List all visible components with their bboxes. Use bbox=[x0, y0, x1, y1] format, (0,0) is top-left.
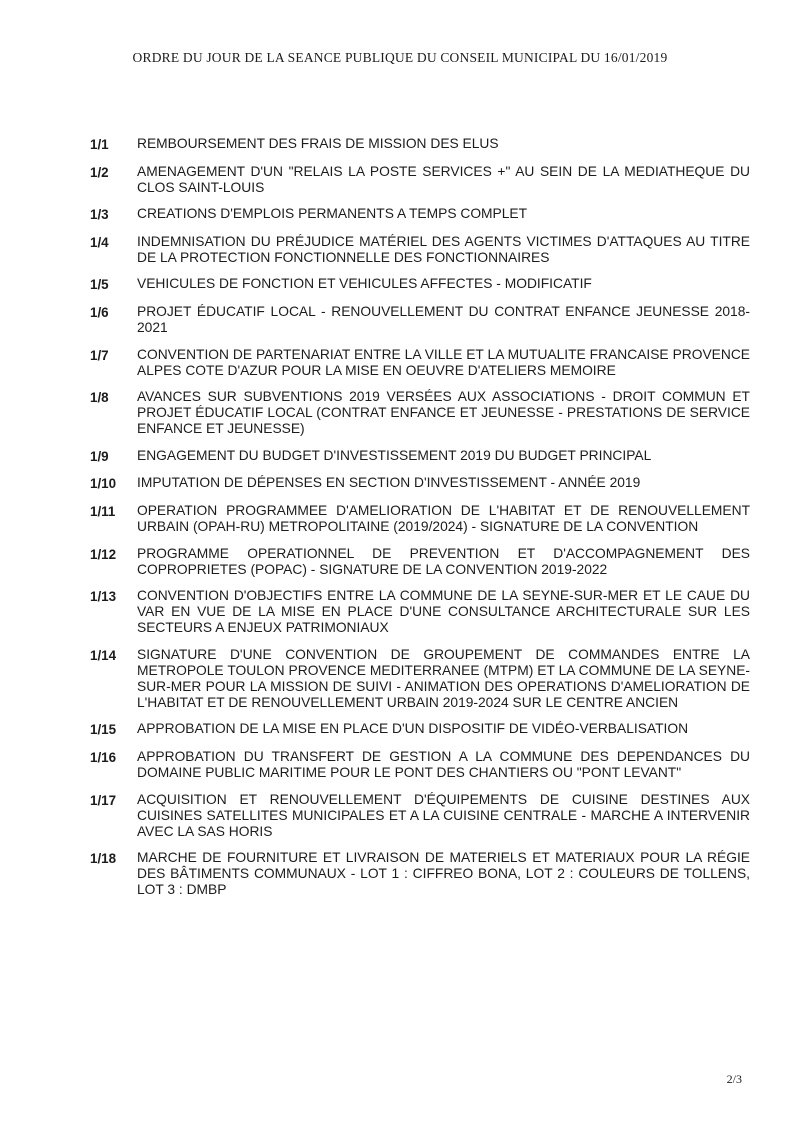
item-number: 1/1 bbox=[90, 137, 109, 152]
agenda-item bbox=[90, 475, 750, 492]
agenda-list bbox=[90, 136, 750, 909]
item-number: 1/14 bbox=[90, 647, 117, 663]
item-text: MARCHE DE FOURNITURE ET LIVRAISON DE MATERIELS ET MATERIAUX POUR LA RÉGIE DES BÂTIMENTS COMMUNAUX - LOT 1 : CIFFREO BONA, LOT 2 : COULEURS DE TOLLENS, LOT 3 : DMBP bbox=[137, 850, 750, 898]
agenda-item bbox=[90, 389, 750, 437]
agenda-item bbox=[90, 276, 750, 293]
item-number: 1/16 bbox=[90, 749, 117, 765]
agenda-item bbox=[90, 850, 750, 898]
item-number: 1/11 bbox=[90, 503, 116, 519]
item-text: INDEMNISATION DU PRÉJUDICE MATÉRIEL DES AGENTS VICTIMES D'ATTAQUES AU TITRE DE LA PROTECTION FONCTIONNELLE DES FONCTIONNAIRES bbox=[137, 233, 750, 265]
item-text: VEHICULES DE FONCTION ET VEHICULES AFFECTES - MODIFICATIF bbox=[137, 276, 592, 292]
agenda-item bbox=[90, 347, 750, 379]
item-number: 1/2 bbox=[90, 164, 109, 180]
item-text: AVANCES SUR SUBVENTIONS 2019 VERSÉES AUX ASSOCIATIONS - DROIT COMMUN ET PROJET ÉDUCATIF LOCAL (CONTRAT ENFANCE ET JEUNESSE - PRESTATIONS DE SERVICE ENFANCE ET JEUNESSE) bbox=[137, 389, 750, 437]
agenda-item bbox=[90, 792, 750, 840]
page-number: 2/3 bbox=[726, 1072, 742, 1086]
item-number: 1/18 bbox=[90, 851, 117, 867]
item-number: 1/12 bbox=[90, 546, 117, 562]
agenda-item bbox=[90, 304, 750, 336]
item-number: 1/10 bbox=[90, 476, 117, 492]
item-number: 1/8 bbox=[90, 390, 109, 406]
agenda-item bbox=[90, 136, 750, 153]
agenda-item bbox=[90, 503, 750, 535]
agenda-item bbox=[90, 647, 750, 711]
agenda-item bbox=[90, 588, 750, 636]
item-text: PROGRAMME OPERATIONNEL DE PREVENTION ET D'ACCOMPAGNEMENT DES COPROPRIETES (POPAC) - SIGNATURE DE LA CONVENTION 2019-2022 bbox=[137, 545, 750, 577]
item-number: 1/13 bbox=[90, 589, 117, 605]
agenda-item bbox=[90, 448, 750, 465]
item-number: 1/7 bbox=[90, 347, 109, 363]
agenda-item bbox=[90, 206, 750, 223]
item-number: 1/9 bbox=[90, 448, 109, 464]
item-text: SIGNATURE D'UNE CONVENTION DE GROUPEMENT DE COMMANDES ENTRE LA METROPOLE TOULON PROVENCE MEDITERRANEE (MTPM) ET LA COMMUNE DE LA SEYNE-SUR-MER POUR LA MISSION DE SUIVI - ANIMATION DES OPERATIONS D'AMELIORATION DE L'HABITAT ET DE RENOUVELLEMENT URBAIN 2019-2024 SUR LE CENTRE ANCIEN bbox=[137, 646, 750, 710]
agenda-item bbox=[90, 749, 750, 781]
item-number: 1/5 bbox=[90, 277, 109, 293]
item-text: APPROBATION DE LA MISE EN PLACE D'UN DISPOSITIF DE VIDÉO-VERBALISATION bbox=[137, 721, 689, 737]
agenda-item bbox=[90, 721, 750, 738]
item-text: CONVENTION DE PARTENARIAT ENTRE LA VILLE ET LA MUTUALITE FRANCAISE PROVENCE ALPES COTE D'AZUR POUR LA MISE EN OEUVRE D'ATELIERS MEMOIRE bbox=[137, 346, 750, 378]
item-text: IMPUTATION DE DÉPENSES EN SECTION D'INVESTISSEMENT - ANNÉE 2019 bbox=[137, 475, 641, 491]
agenda-item bbox=[90, 546, 750, 578]
item-text: REMBOURSEMENT DES FRAIS DE MISSION DES ELUS bbox=[137, 136, 499, 151]
item-text: CONVENTION D'OBJECTIFS ENTRE LA COMMUNE DE LA SEYNE-SUR-MER ET LE CAUE DU VAR EN VUE DE LA MISE EN PLACE D'UNE CONSULTANCE ARCHITECTURALE SUR LES SECTEURS A ENJEUX PATRIMONIAUX bbox=[137, 588, 750, 636]
document-title: ORDRE DU JOUR DE LA SEANCE PUBLIQUE DU CONSEIL MUNICIPAL DU 16/01/2019 bbox=[132, 50, 668, 65]
item-text: ENGAGEMENT DU BUDGET D'INVESTISSEMENT 2019 DU BUDGET PRINCIPAL bbox=[137, 447, 652, 463]
item-number: 1/15 bbox=[90, 722, 117, 738]
item-number: 1/4 bbox=[90, 234, 109, 250]
item-text: OPERATION PROGRAMMEE D'AMELIORATION DE L'HABITAT ET DE RENOUVELLEMENT URBAIN (OPAH-RU) METROPOLITAINE (2019/2024) - SIGNATURE DE LA CONVENTION bbox=[137, 502, 750, 534]
agenda-item bbox=[90, 164, 750, 196]
item-text: CREATIONS D'EMPLOIS PERMANENTS A TEMPS COMPLET bbox=[137, 206, 528, 222]
item-number: 1/17 bbox=[90, 792, 117, 808]
item-text: AMENAGEMENT D'UN "RELAIS LA POSTE SERVICES +" AU SEIN DE LA MEDIATHEQUE DU CLOS SAINT-LOUIS bbox=[137, 163, 750, 195]
agenda-item bbox=[90, 234, 750, 266]
item-text: APPROBATION DU TRANSFERT DE GESTION A LA COMMUNE DES DEPENDANCES DU DOMAINE PUBLIC MARITIME POUR LE PONT DES CHANTIERS OU "PONT LEVANT" bbox=[137, 748, 750, 780]
item-number: 1/3 bbox=[90, 207, 109, 223]
item-number: 1/6 bbox=[90, 304, 109, 320]
item-text: ACQUISITION ET RENOUVELLEMENT D'ÉQUIPEMENTS DE CUISINE DESTINES AUX CUISINES SATELLITES MUNICIPALES ET A LA CUISINE CENTRALE - MARCHE A INTERVENIR AVEC LA SAS HORIS bbox=[137, 791, 750, 839]
item-text: PROJET ÉDUCATIF LOCAL - RENOUVELLEMENT DU CONTRAT ENFANCE JEUNESSE 2018-2021 bbox=[137, 303, 750, 335]
